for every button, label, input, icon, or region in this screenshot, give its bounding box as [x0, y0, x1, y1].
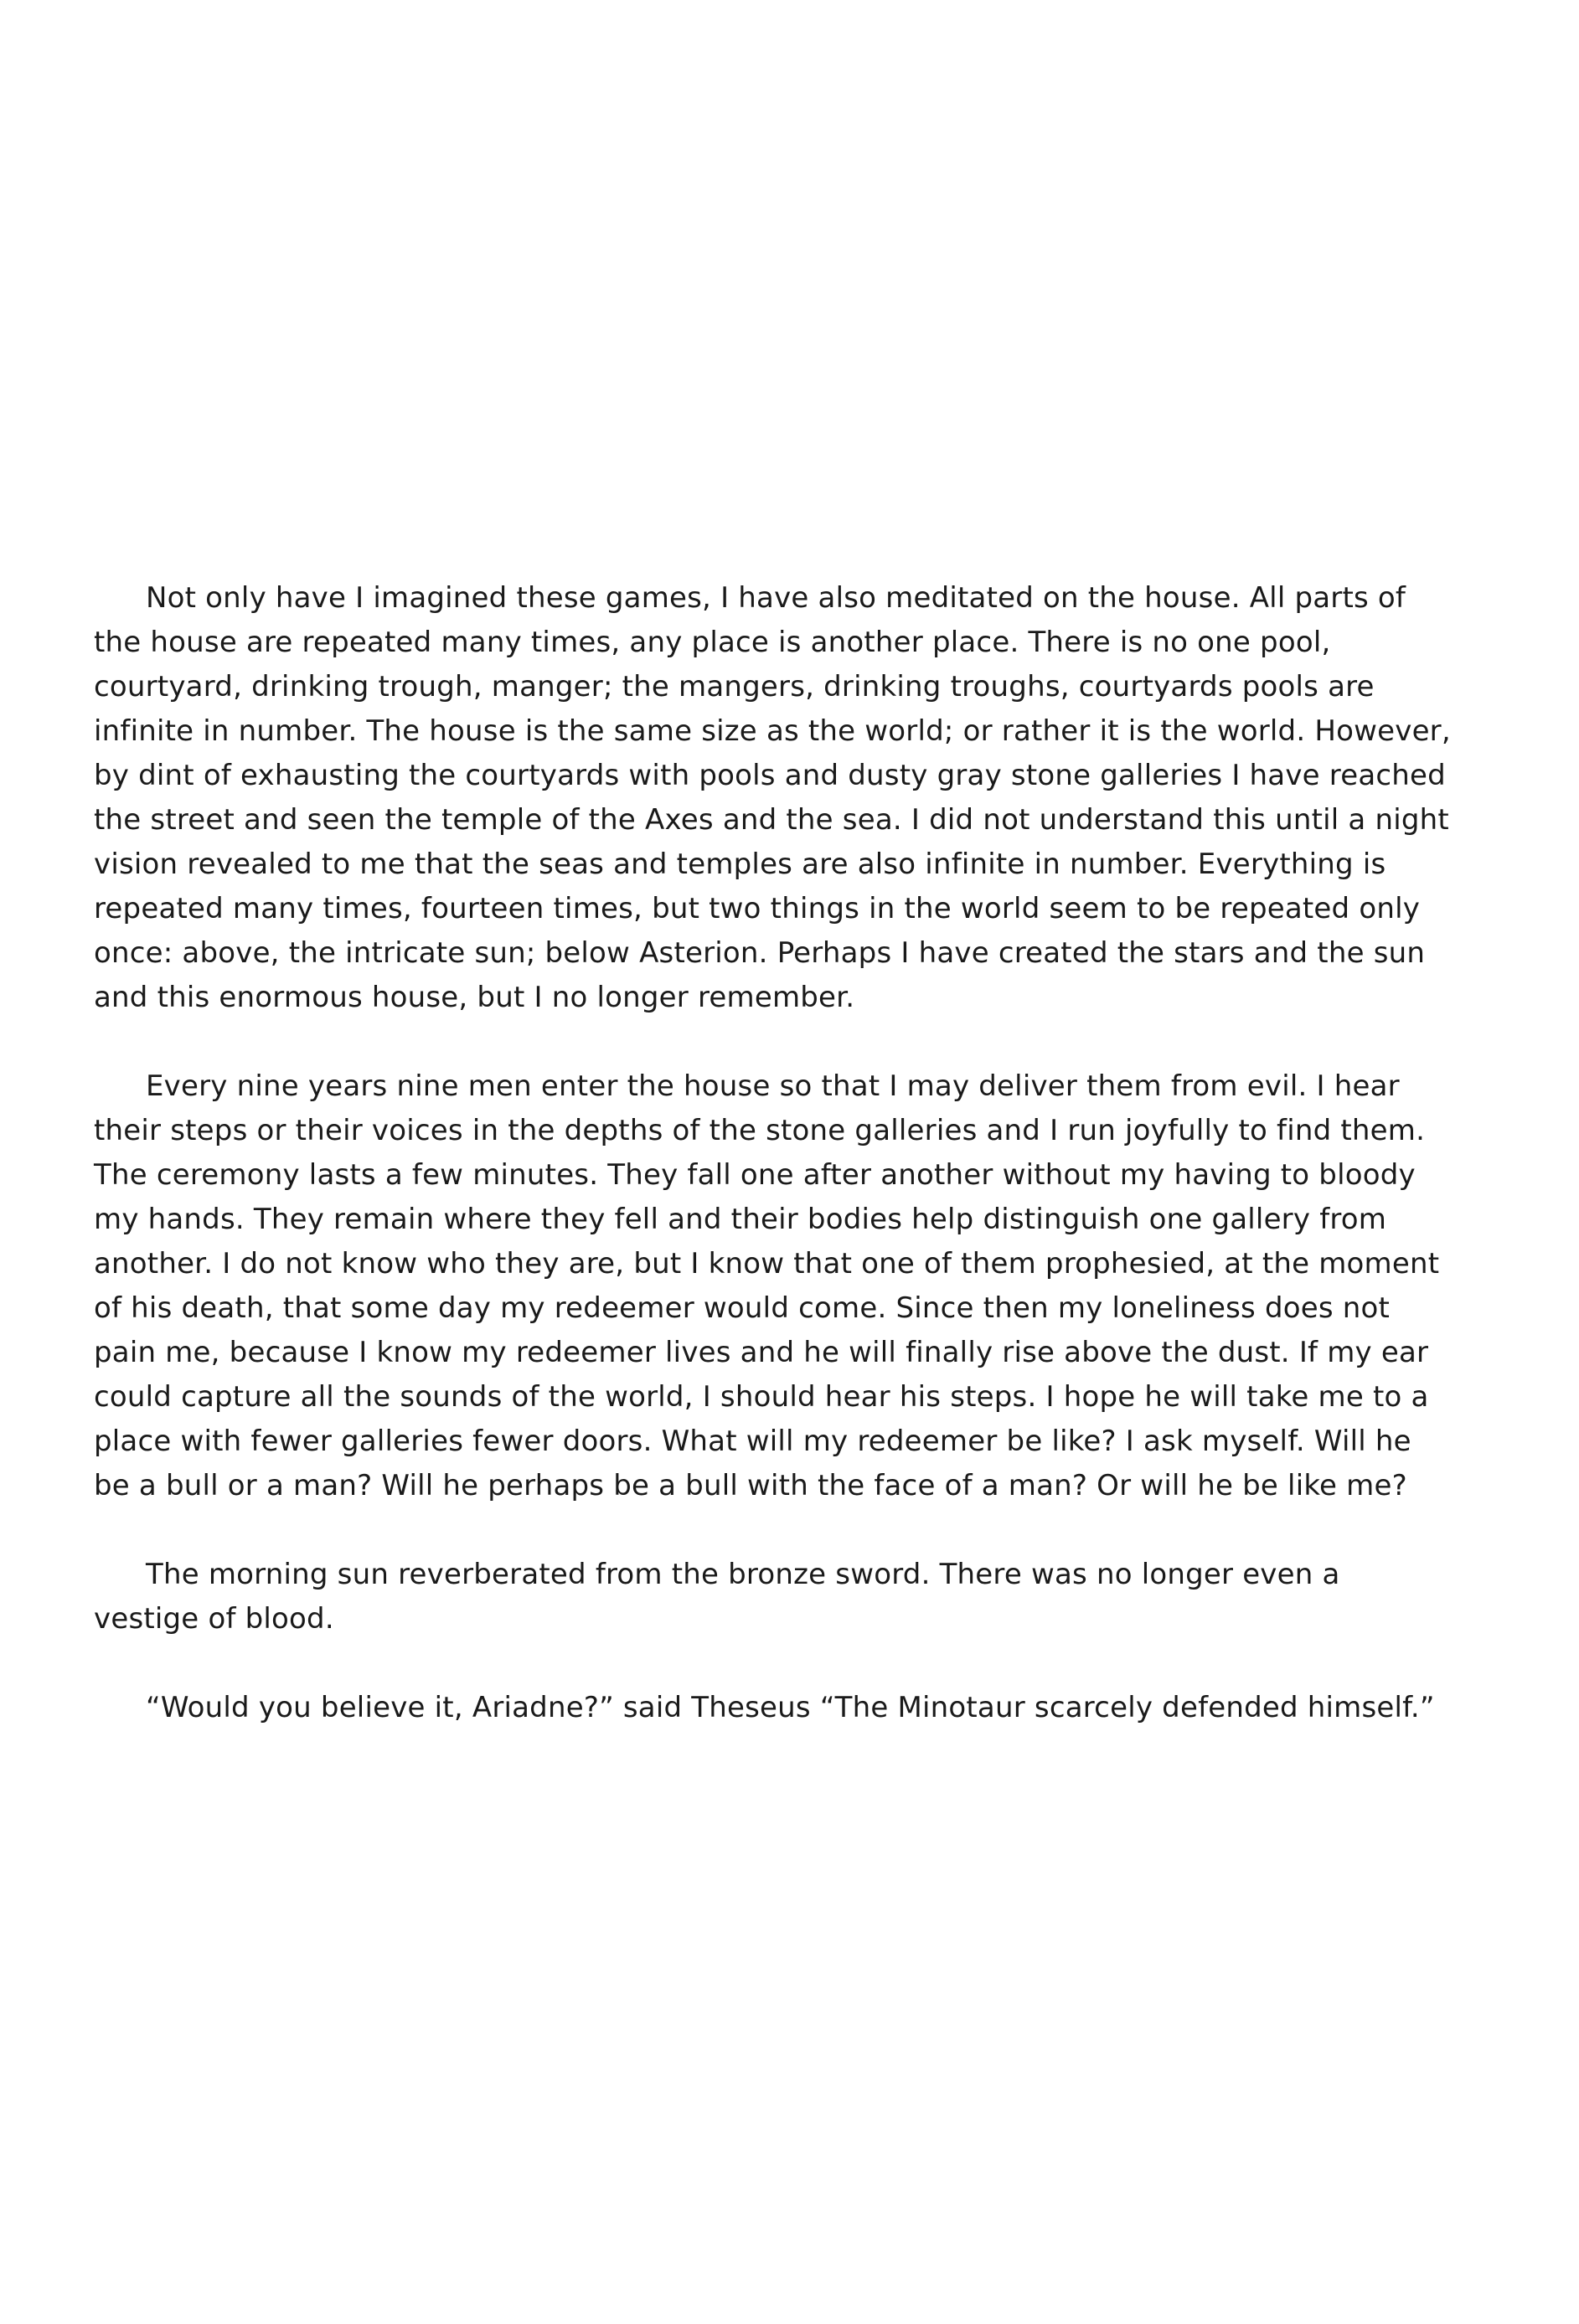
paragraph-theseus-quote: “Would you believe it, Ariadne?” said Theseus “The Minotaur scarcely defended himself.”	[146, 1691, 1435, 1724]
paragraph-nine-men: Every nine years nine men enter the house so that I may deliver them from evil. I hear their steps or their voices in the depths of the stone galleries and I run joyfully to find them. The ceremony lasts a few minutes. They fall one after another without my having to bloody my hands. They remain where they fell and their bodies help distinguish one gallery from another. I do not know who they are, but I know that one of them prophesied, at the moment of his death, that some day my redeemer would come. Since then my loneliness does not pain me, because I know my redeemer lives and he will finally rise above the dust. If my ear could capture all the sounds of the world, I should hear his steps. I hope he will take me to a place with fewer galleries fewer doors. What will my redeemer be like? I ask myself. Will he be a bull or a man? Will he perhaps be a bull with the face of a man? Or will he be like me?	[94, 1069, 1440, 1502]
paragraph-morning-sun: The morning sun reverberated from the bronze sword. There was no longer even a vestige of blood.	[94, 1558, 1340, 1636]
paragraph-meditation: Not only have I imagined these games, I have also meditated on the house. All parts of the house are repeated many times, any place is another place. There is no one pool, courtyard, drinking trough, manger; the mangers, drinking troughs, courtyards pools are infinite in number. The house is the same size as the world; or rather it is the world. However, by dint of exhausting the courtyards with pools and dusty gray stone galleries I have reached the street and seen the temple of the Axes and the sea. I did not understand this until a night vision revealed to me that the seas and temples are also infinite in number. Everything is repeated many times, fourteen times, but two things in the world seem to be repeated only once: above, the intricate sun; below Asterion. Perhaps I have created the stars and the sun and this enormous house, but I no longer remember.	[94, 581, 1451, 1014]
body-text	[94, 576, 1451, 1775]
